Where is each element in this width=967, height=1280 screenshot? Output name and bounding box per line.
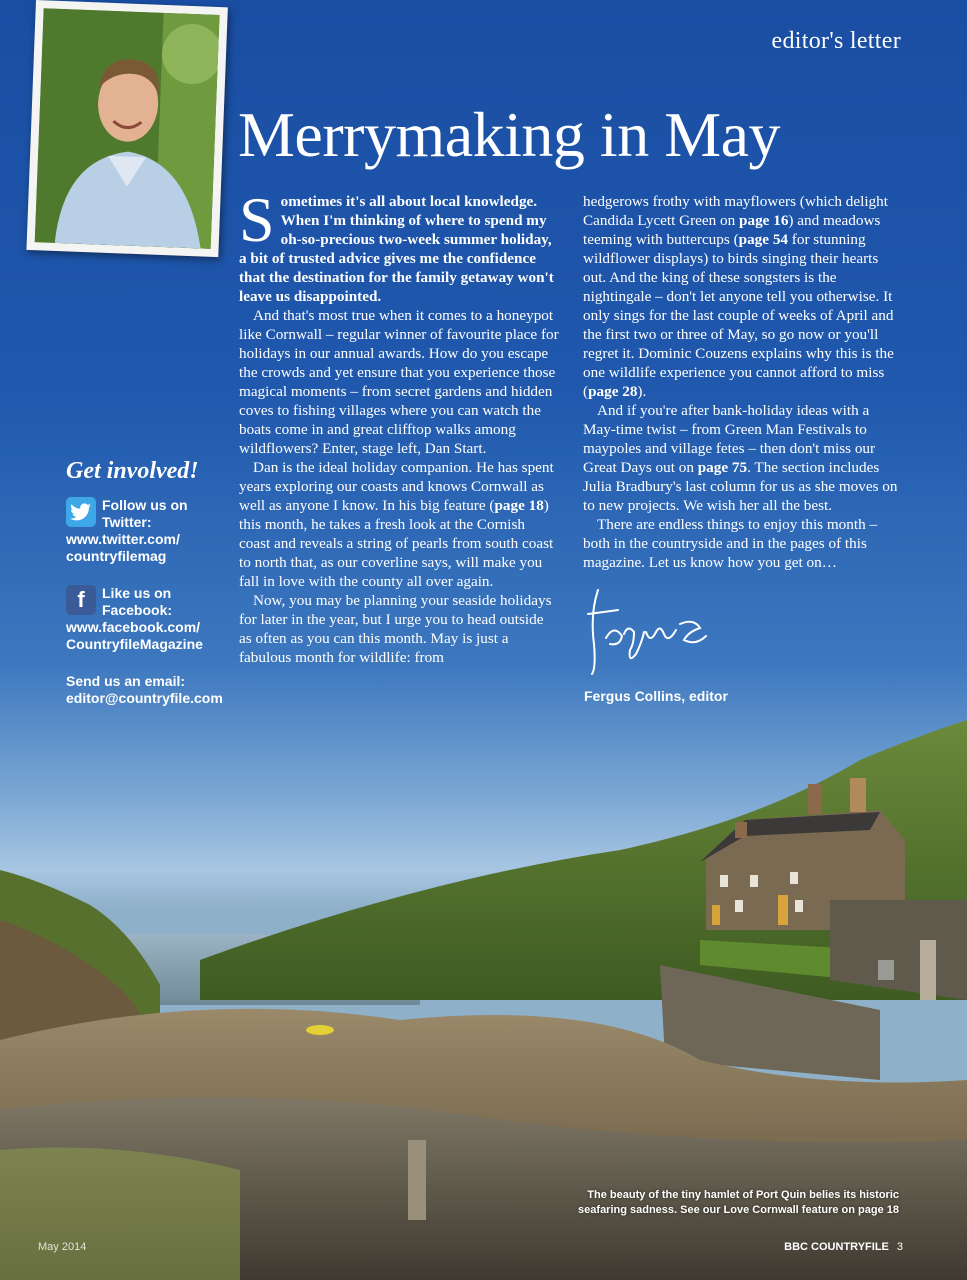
facebook-block [66,585,236,653]
body-paragraph: And if you're after bank-holiday ideas with a May-time twist – from Green Man Festivals to maypoles and village fetes – then don't miss our Great Days out on page 75. The section includes Julia Bradbury's last column for us as she moves on to new projects. We wish her all the best. [583,402,898,514]
page-reference: page 75 [697,459,748,476]
headline: Merrymaking in May [238,99,780,170]
page-reference: page 18 [494,497,544,514]
body-paragraph: There are endless things to enjoy this month – both in the countryside and in the pages of this magazine. Let us know how you get on… [583,516,878,571]
lead-paragraph [239,184,559,306]
twitter-label: Follow us on Twitter: [102,497,188,530]
facebook-label: Like us on Facebook: [102,585,173,618]
page-reference: page 16 [739,212,789,229]
sidebar-title: Get involved! [66,458,199,484]
email-link[interactable]: editor@countryfile.com [66,690,223,706]
twitter-block [66,497,236,565]
issue-date: May 2014 [38,1241,87,1253]
body-column-right [583,192,903,572]
editor-portrait-photo [26,0,227,257]
page-number: 3 [896,1241,903,1253]
footer-brand [784,1241,903,1253]
drop-cap: S [239,184,275,255]
twitter-bird-icon [66,497,96,527]
section-tag: editor's letter [771,28,901,54]
body-paragraph: And that's most true when it comes to a honeypot like Cornwall – regular winner of favourite place for holidays in our annual awards. How do you escape the crowds and yet ensure that you experience those magical moments – from secret gardens and hidden coves to fishing villages where you can watch the boats come in and great clifftop walks among wildflowers? Enter, stage left, Dan Start. [239,307,559,457]
page-reference: page 54 [738,231,788,248]
facebook-link[interactable]: www.facebook.com/ CountryfileMagazine [66,619,203,652]
brand-name: BBC COUNTRYFILE [784,1241,889,1253]
twitter-link[interactable]: www.twitter.com/ countryfilemag [66,531,180,564]
body-column-left [239,184,559,667]
email-block [66,673,236,707]
body-paragraph: Dan is the ideal holiday companion. He has spent years exploring our coasts and knows Cornwall as well as anyone I know. In his big feature (page 18) this month, he takes a fresh look at the Cornish coast and reveals a string of pearls from south coast to north that, as our coverline says, will make you fall in love with the county all over again. [239,459,554,590]
lead-text: ometimes it's all about local knowledge. When I'm thinking of where to spend my oh-so-precious two-week summer holiday, a bit of trusted advice gives me the confidence that the destination for the family getaway won't leave us disappointed. [239,193,554,305]
facebook-f-icon: f [66,585,96,615]
editor-name: Fergus Collins, editor [584,688,728,704]
editor-signature [584,584,714,681]
photo-caption: The beauty of the tiny hamlet of Port Quin belies its historic seafaring sadness. See our Love Cornwall feature on page 18 [578,1189,899,1216]
body-paragraph: hedgerows frothy with mayflowers (which delight Candida Lycett Green on page 16) and meadows teeming with buttercups (page 54 for stunning wildflower displays) to birds singing their hearts out. And the king of these songsters is the nightingale – don't let anyone tell you otherwise. It only sings for the last couple of weeks of April and the first two or three of May, so go now or you'll regret it. Dominic Couzens explains why this is the one wildlife experience you cannot afford to miss (page 28). [583,193,894,400]
body-paragraph: Now, you may be planning your seaside holidays for later in the year, but I urge you to head outside as often as you can this month. May is just a fabulous month for wildlife: from [239,592,552,666]
get-involved-sidebar [66,458,236,727]
page-reference: page 28 [588,383,638,400]
email-label: Send us an email: [66,673,186,689]
